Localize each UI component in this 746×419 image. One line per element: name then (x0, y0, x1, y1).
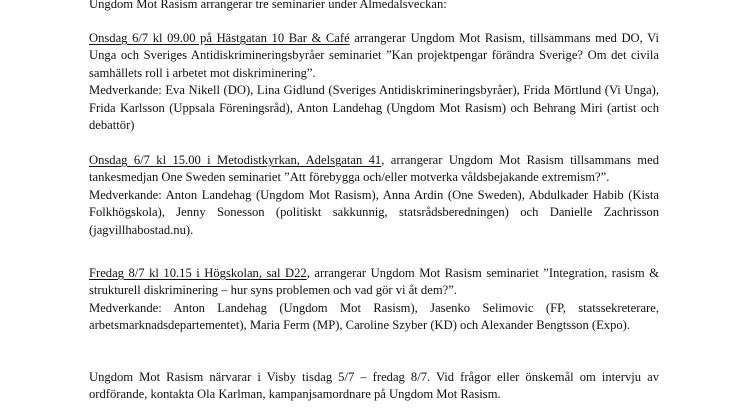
seminar-2-description: , arrangerar Ungdom Mot Rasism tillsammans med tankesmedjan One Sweden seminariet ”Att förebygga och/eller motverka våldsbejakande extremism?”. (89, 153, 659, 185)
seminar-1-participants: Medverkande: Eva Nikell (DO), Lina Gidlund (Sveriges Antidiskrimineringsbyråer), Frida Mörtlund (Vi Unga), Frida Karlsson (Uppsala Föreningsråd), Anton Landehag (Ungdom Mot Rasism) och Behrang Miri (artist och debattör) (89, 83, 659, 133)
seminar-3-text (89, 265, 659, 300)
seminar-3 (89, 265, 659, 335)
seminar-1-when-where: Onsdag 6/7 kl 09.00 på Hästgatan 10 Bar & Café (89, 31, 350, 45)
seminar-1-description: arrangerar Ungdom Mot Rasism, tillsammans med DO, Vi Unga och Sveriges Antidiskrimineringsbyråer seminariet ”Kan projektpengar förändra Sverige? Om det civila samhällets roll i arbetet mot diskriminering”. (89, 31, 659, 80)
seminar-1-text (89, 30, 659, 82)
seminar-2 (89, 152, 659, 239)
seminar-1 (89, 30, 659, 134)
seminar-3-participants: Medverkande: Anton Landehag (Ungdom Mot Rasism), Jasenko Selimovic (FP, statssekreterare, arbetsmarknadsdepartementet), Maria Ferm (MP), Caroline Szyber (KD) och Alexander Bengtsson (Expo). (89, 300, 659, 333)
seminar-3-when-where: Fredag 8/7 kl 10.15 i Högskolan, sal D22 (89, 266, 307, 280)
seminar-2-when-where: Onsdag 6/7 kl 15.00 i Metodistkyrkan, Adelsgatan 41 (89, 153, 382, 167)
intro-paragraph: Ungdom Mot Rasism arrangerar tre seminarier under Almedalsveckan: (89, 0, 447, 11)
closing-paragraph: Ungdom Mot Rasism närvarar i Visby tisdag 5/7 – fredag 8/7. Vid frågor eller önskemål om intervju av ordförande, kontakta Ola Karlman, kampanjsamordnare på Ungdom Mot Rasism. (89, 370, 659, 402)
seminar-2-participants: Medverkande: Anton Landehag (Ungdom Mot Rasism), Anna Ardin (One Sweden), Abdulkader Habib (Kista Folkhögskola), Jenny Sonesson (politiskt sakkunnig, statsrådsberedningen) och Danielle Zachrisson (jagvillhabostad.nu). (89, 187, 659, 237)
seminar-3-description: , arrangerar Ungdom Mot Rasism seminariet ”Integration, rasism & strukturell diskriminering – hur syns problemen och vad gör vi åt dem?”. (89, 266, 659, 298)
seminar-2-text (89, 152, 659, 187)
